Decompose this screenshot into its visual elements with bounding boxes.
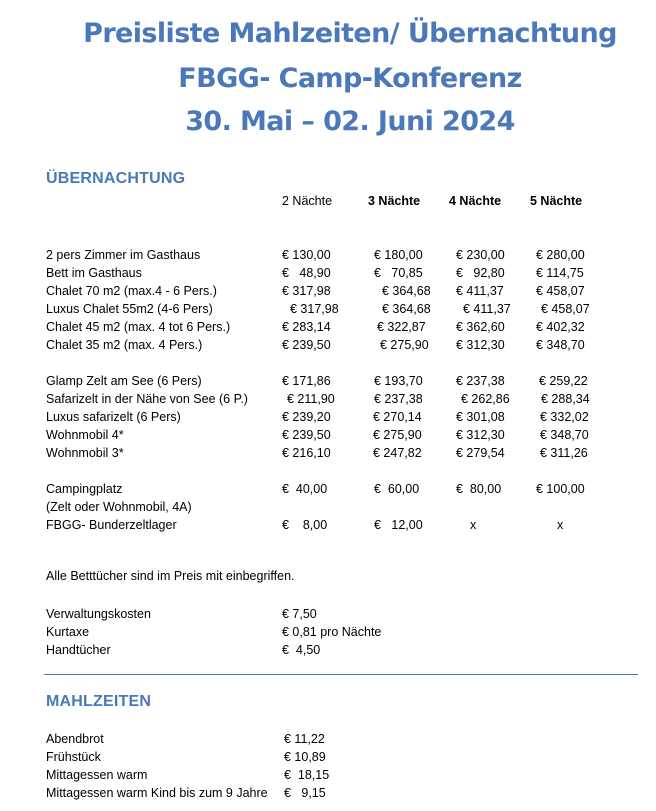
price-3-nights: € 364,68: [382, 302, 431, 316]
price-5-nights: € 280,00: [536, 248, 585, 262]
row-label: Campingplatz: [46, 482, 123, 496]
meal-row: [0, 766, 656, 784]
price-5-nights: € 311,26: [540, 446, 588, 460]
table-row: [0, 318, 656, 336]
column-header-3-nights: 3 Nächte: [368, 194, 421, 208]
price-4-nights: € 262,86: [461, 392, 510, 406]
row-label: Safarizelt in der Nähe von See (6 P.): [46, 392, 248, 406]
fee-row: [0, 641, 656, 659]
table-row: [0, 336, 656, 354]
row-label: Chalet 45 m2 (max. 4 tot 6 Pers.): [46, 320, 231, 334]
price-5-nights: € 259,22: [539, 374, 588, 388]
table-row: [0, 444, 656, 462]
fee-row: [0, 605, 656, 623]
price-2-nights: € 171,86: [282, 374, 331, 388]
table-row: [0, 264, 656, 282]
accommodation-heading: ÜBERNACHTUNG: [46, 170, 186, 187]
price-4-nights: € 279,54: [456, 446, 505, 460]
table-row: [0, 282, 656, 300]
price-2-nights: € 216,10: [282, 446, 331, 460]
fee-label: Handtücher: [46, 643, 111, 657]
price-4-nights: x: [470, 518, 477, 532]
price-2-nights: € 211,90: [287, 392, 335, 406]
price-4-nights: € 230,00: [456, 248, 505, 262]
row-label: Wohnmobil 3*: [46, 446, 124, 460]
price-2-nights: € 48,90: [282, 266, 331, 280]
row-label: 2 pers Zimmer im Gasthaus: [46, 248, 201, 262]
row-label: Luxus safarizelt (6 Pers): [46, 410, 181, 424]
price-4-nights: € 411,37: [463, 302, 511, 316]
price-3-nights: € 237,38: [374, 392, 423, 406]
table-row: [0, 480, 656, 498]
fee-row: [0, 623, 656, 641]
meal-label: Mittagessen warm Kind bis zum 9 Jahre: [46, 786, 268, 800]
row-sublabel: (Zelt oder Wohnmobil, 4A): [46, 500, 192, 514]
price-2-nights: € 239,50: [282, 428, 331, 442]
meal-label: Frühstück: [46, 750, 101, 764]
price-3-nights: € 70,85: [374, 266, 423, 280]
meal-label: Abendbrot: [46, 732, 104, 746]
price-2-nights: € 317,98: [290, 302, 339, 316]
title-line-3: 30. Mai – 02. Juni 2024: [185, 106, 515, 137]
fee-label: Kurtaxe: [46, 625, 90, 639]
column-header-5-nights: 5 Nächte: [530, 194, 583, 208]
column-header-4-nights: 4 Nächte: [449, 194, 502, 208]
fee-value: € 7,50: [282, 607, 317, 621]
table-row: [0, 372, 656, 390]
price-4-nights: € 312,30: [456, 428, 505, 442]
table-row-sublabel: [0, 498, 656, 516]
price-5-nights: € 348,70: [536, 338, 585, 352]
table-row: [0, 426, 656, 444]
meal-label: Mittagessen warm: [46, 768, 148, 782]
row-label: Bett im Gasthaus: [46, 266, 142, 280]
price-5-nights: € 458,07: [541, 302, 590, 316]
price-2-nights: € 130,00: [282, 248, 331, 262]
price-4-nights: € 80,00: [456, 482, 502, 496]
row-label: Glamp Zelt am See (6 Pers): [46, 374, 202, 388]
price-3-nights: € 247,82: [373, 446, 422, 460]
meal-price: € 10,89: [284, 750, 326, 764]
row-label: FBGG- Bunderzeltlager: [46, 518, 177, 532]
meal-row: [0, 784, 656, 802]
price-2-nights: € 239,20: [282, 410, 331, 424]
price-3-nights: € 60,00: [374, 482, 420, 496]
price-3-nights: € 275,90: [380, 338, 429, 352]
table-row: [0, 516, 656, 534]
linen-note: Alle Betttücher sind im Preis mit einbegriffen.: [46, 569, 295, 583]
price-5-nights: € 348,70: [540, 428, 589, 442]
price-3-nights: € 275,90: [373, 428, 422, 442]
price-5-nights: € 288,34: [541, 392, 590, 406]
price-3-nights: € 270,14: [373, 410, 422, 424]
fee-value: € 0,81 pro Nächte: [282, 625, 382, 639]
price-4-nights: € 92,80: [456, 266, 505, 280]
price-3-nights: € 193,70: [374, 374, 423, 388]
price-3-nights: € 12,00: [374, 518, 423, 532]
column-header-2-nights: 2 Nächte: [282, 194, 333, 208]
table-row: [0, 246, 656, 264]
row-label: Wohnmobil 4*: [46, 428, 124, 442]
row-label: Chalet 70 m2 (max.4 - 6 Pers.): [46, 284, 217, 298]
meal-row: [0, 730, 656, 748]
price-2-nights: € 239,50: [282, 338, 331, 352]
price-2-nights: € 8,00: [282, 518, 328, 532]
price-5-nights: € 332,02: [540, 410, 589, 424]
price-5-nights: € 100,00: [536, 482, 585, 496]
price-4-nights: € 411,37: [456, 284, 504, 298]
price-3-nights: € 180,00: [374, 248, 423, 262]
row-label: Luxus Chalet 55m2 (4-6 Pers): [46, 302, 213, 316]
price-4-nights: € 312,30: [456, 338, 505, 352]
meal-row: [0, 748, 656, 766]
price-5-nights: x: [557, 518, 564, 532]
price-4-nights: € 362,60: [456, 320, 505, 334]
meals-heading: MAHLZEITEN: [46, 693, 152, 710]
table-row: [0, 390, 656, 408]
title-line-2: FBGG- Camp-Konferenz: [178, 63, 522, 94]
row-label: Chalet 35 m2 (max. 4 Pers.): [46, 338, 203, 352]
meal-price: € 18,15: [284, 768, 330, 782]
price-4-nights: € 237,38: [456, 374, 505, 388]
meal-price: € 11,22: [284, 732, 325, 746]
price-4-nights: € 301,08: [456, 410, 505, 424]
price-3-nights: € 322,87: [377, 320, 426, 334]
price-5-nights: € 402,32: [536, 320, 585, 334]
price-3-nights: € 364,68: [382, 284, 431, 298]
fee-label: Verwaltungskosten: [46, 607, 151, 621]
price-5-nights: € 458,07: [536, 284, 585, 298]
meal-price: € 9,15: [284, 786, 326, 800]
price-2-nights: € 317,98: [282, 284, 331, 298]
price-2-nights: € 40,00: [282, 482, 328, 496]
section-divider: [44, 674, 638, 675]
title-line-1: Preisliste Mahlzeiten/ Übernachtung: [83, 18, 617, 49]
price-2-nights: € 283,14: [282, 320, 331, 334]
table-row: [0, 408, 656, 426]
table-row: [0, 300, 656, 318]
fee-value: € 4,50: [282, 643, 321, 657]
price-5-nights: € 114,75: [536, 266, 584, 280]
